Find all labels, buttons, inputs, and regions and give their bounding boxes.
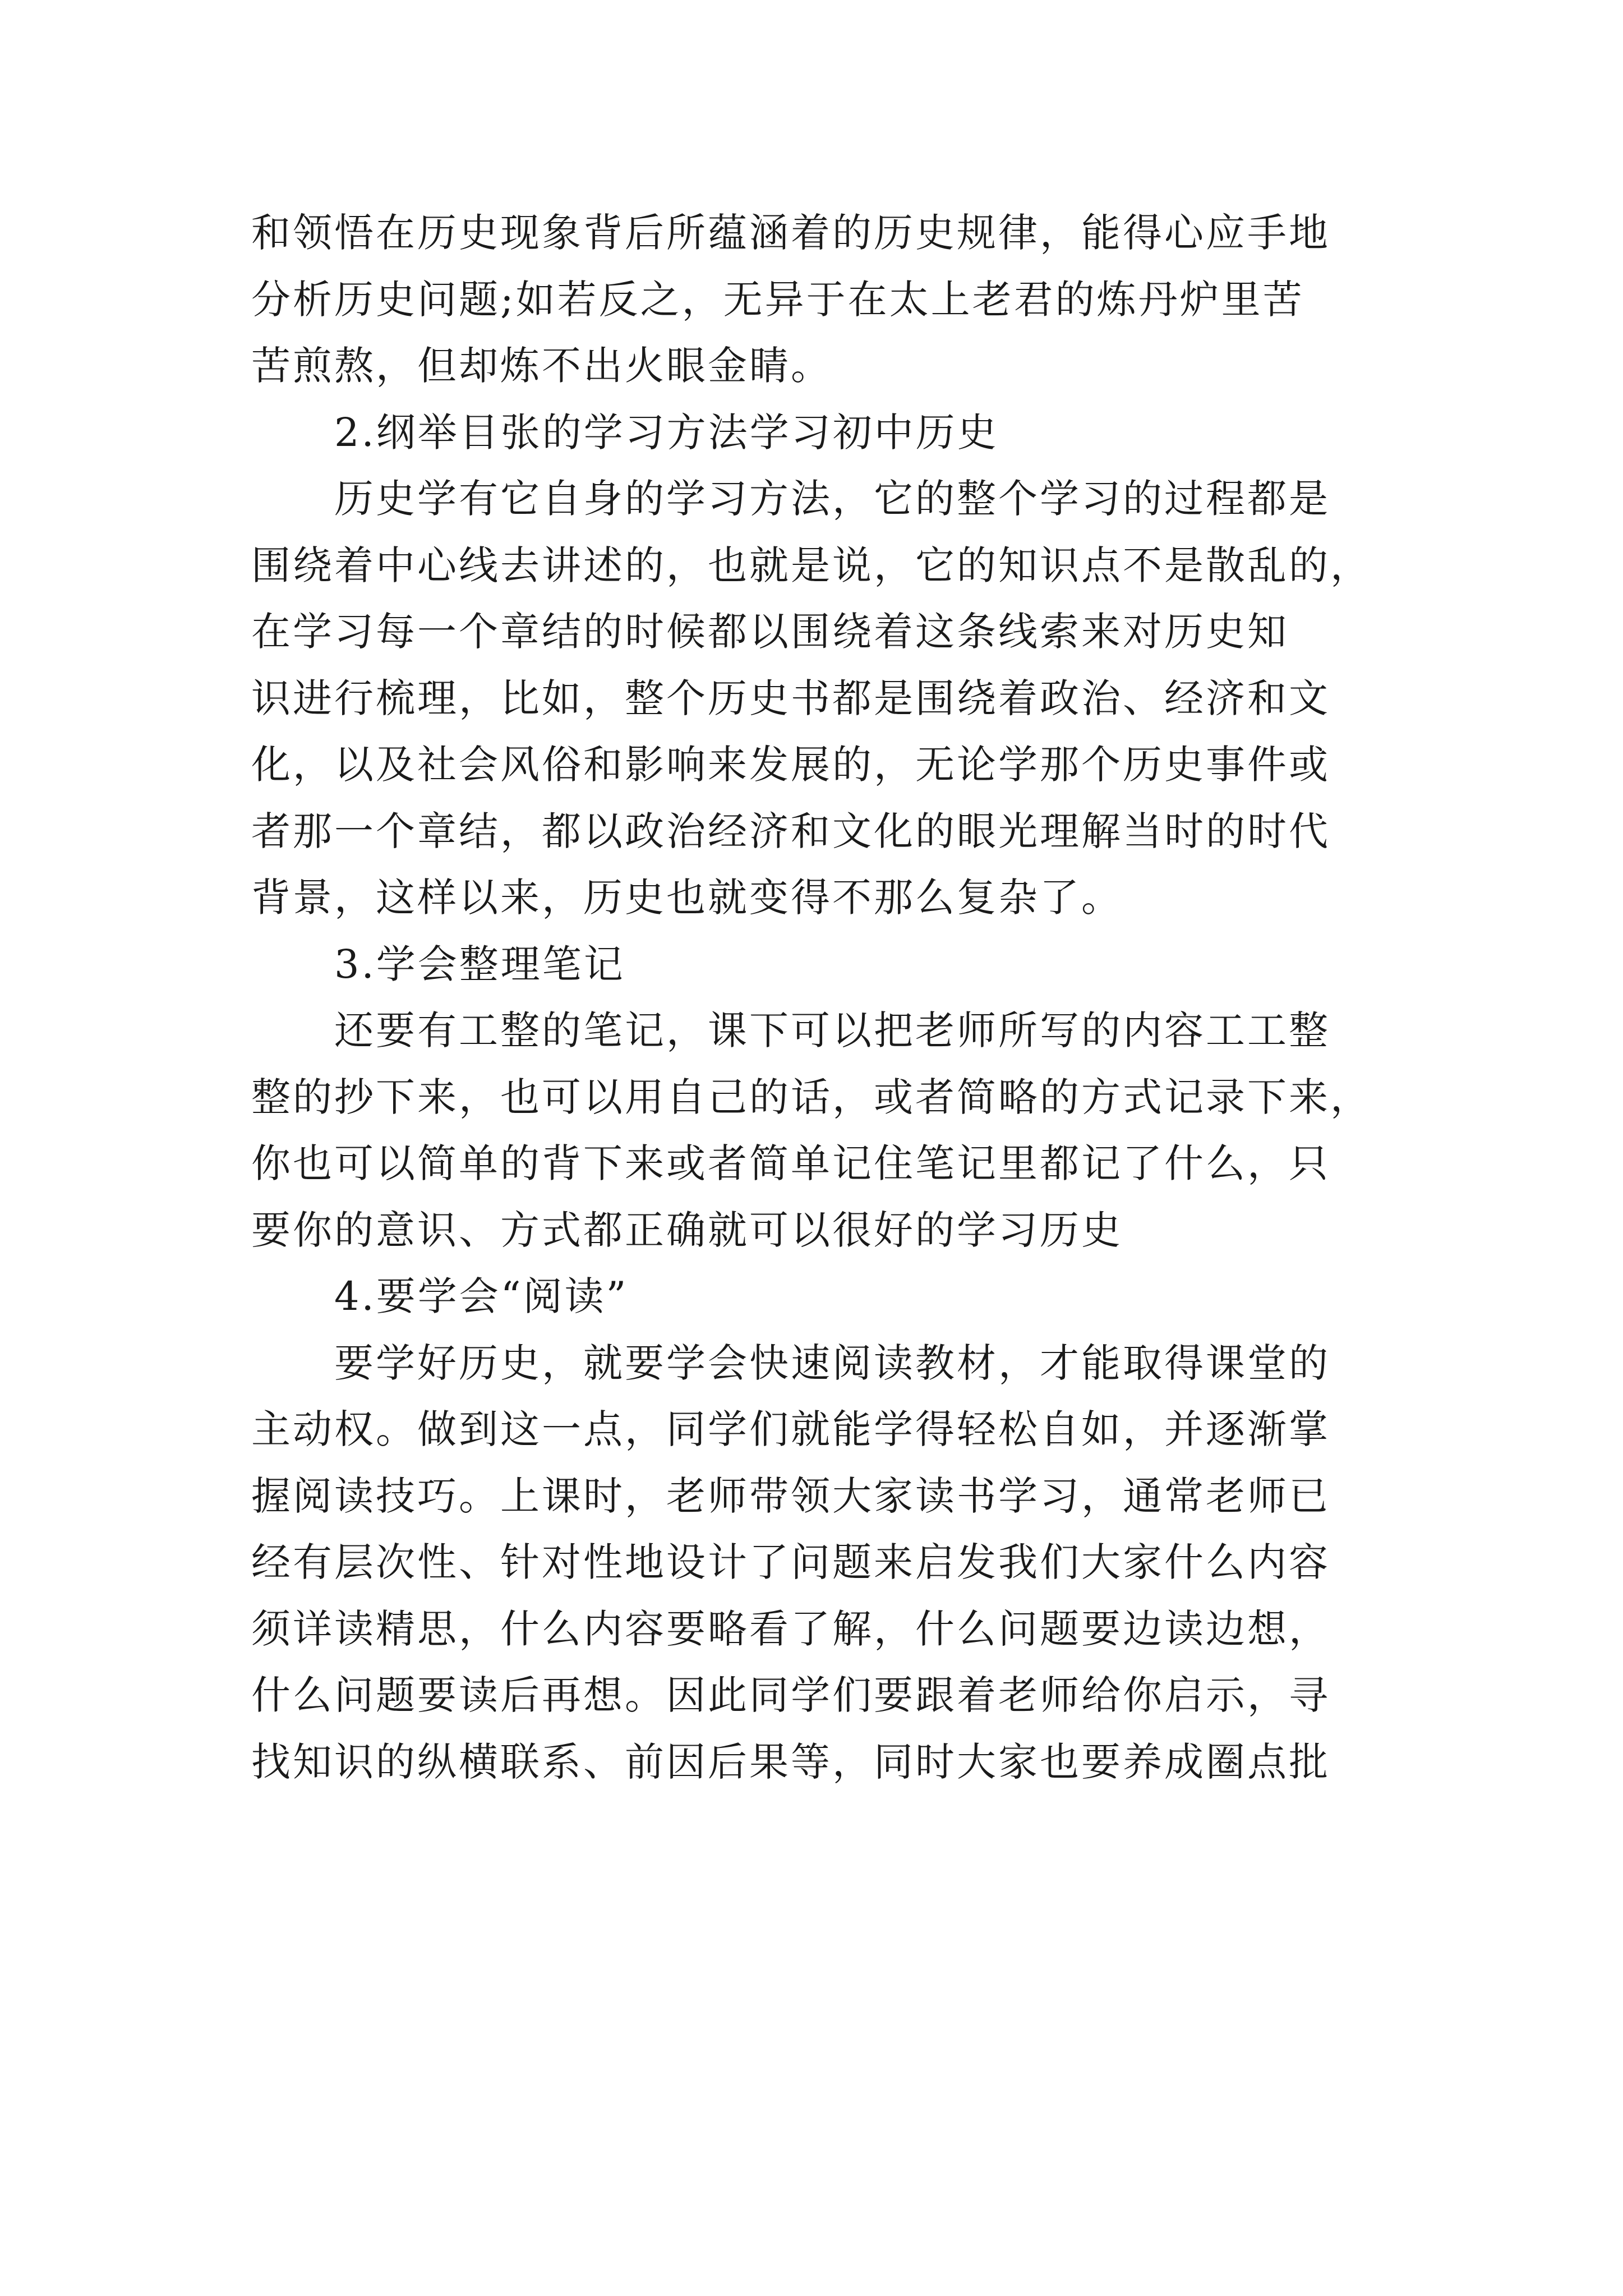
text-line: 主动权。做到这一点，同学们就能学得轻松自如，并逐渐掌: [251, 1406, 1330, 1452]
section-heading: 3.学会整理笔记: [334, 941, 625, 987]
text-line: 找知识的纵横联系、前因后果等，同时大家也要养成圈点批: [251, 1738, 1330, 1785]
text-line: 苦煎熬，但却炼不出火眼金睛。: [251, 343, 832, 389]
text-line: 你也可以简单的背下来或者简单记住笔记里都记了什么，只: [251, 1140, 1330, 1186]
text-line: 整的抄下来，也可以用自己的话，或者简略的方式记录下来，: [251, 1074, 1372, 1120]
text-line: 经有层次性、针对性地设计了问题来启发我们大家什么内容: [251, 1539, 1330, 1585]
text-line: 化，以及社会风俗和影响来发展的，无论学那个历史事件或: [251, 742, 1330, 788]
text-line: 背景，这样以来，历史也就变得不那么复杂了。: [251, 875, 1123, 921]
body-text: [251, 200, 1382, 1795]
text-line: 识进行梳理，比如，整个历史书都是围绕着政治、经济和文: [251, 675, 1330, 721]
text-line: 须详读精思，什么内容要略看了解，什么问题要边读边想，: [251, 1605, 1330, 1652]
paragraph-start: 历史学有它自身的学习方法，它的整个学习的过程都是: [334, 476, 1330, 522]
section-heading: 4.要学会“阅读”: [334, 1273, 629, 1319]
section-heading: 2.纲举目张的学习方法学习初中历史: [334, 409, 999, 455]
text-line: 要你的意识、方式都正确就可以很好的学习历史: [251, 1207, 1123, 1253]
text-line: 围绕着中心线去讲述的，也就是说，它的知识点不是散乱的，: [251, 542, 1372, 588]
text-line: 什么问题要读后再想。因此同学们要跟着老师给你启示，寻: [251, 1672, 1330, 1718]
paragraph-start: 要学好历史，就要学会快速阅读教材，才能取得课堂的: [334, 1340, 1330, 1386]
text-line: 和领悟在历史现象背后所蕴涵着的历史规律，能得心应手地: [251, 210, 1330, 256]
text-line: 分析历史问题;如若反之，无异于在太上老君的炼丹炉里苦: [251, 276, 1304, 323]
paragraph-start: 还要有工整的笔记，课下可以把老师所写的内容工工整: [334, 1007, 1330, 1053]
text-line: 者那一个章结，都以政治经济和文化的眼光理解当时的时代: [251, 808, 1330, 854]
text-line: 在学习每一个章结的时候都以围绕着这条线索来对历史知: [251, 609, 1289, 655]
text-line: 握阅读技巧。上课时，老师带领大家读书学习，通常老师已: [251, 1473, 1330, 1519]
